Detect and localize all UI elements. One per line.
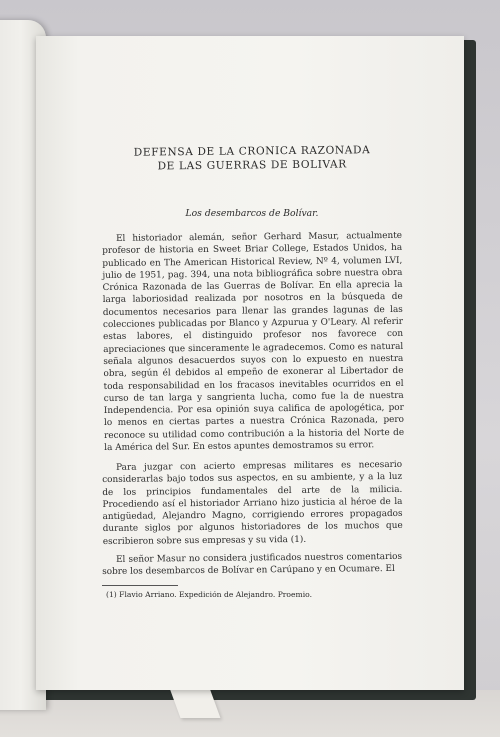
paragraph-1: El historiador alemán, señor Gerhard Masur, actualmente profesor de historia en Sweet Briar College, Estados Unidos, ha publicado en The American Historical Review, Nº 4, volumen LVI, julio de 1951, pag. 394, una nota bibliográfica sobre nuestra obra Crónica Razonada de las Guerras de Bolívar. En ella aprecia la larga laboriosidad realizada por nosotros en la búsqueda de documentos necesarios para llenar las grandes lagunas de las colecciones publicadas por Blanco y Azpurua y O'Leary. Al referir estas labores, el distinguido profesor nos favorece con apreciaciones que sinceramente le agradecemos. Como es natural señala algunos desacuerdos suyos con lo expuesto en nuestra obra, según él debidos al empeño de exonerar al Libertador de toda responsabilidad en los fracasos inevitables ocurridos en el curso de tan larga y sangrienta lucha, como fue la de nuestra Independencia. Por esa opinión suya califica de apologética, por lo menos en ciertas partes a nuestra Crónica Razonada, pero reconoce su utilidad como contribución a la historia del Norte de la América del Sur. En estos apuntes demostramos su error. (102, 230, 405, 454)
paragraph-3: El señor Masur no considera justificados nuestros comentarios sobre los desembarcos de Bolívar en Carúpano y en Ocumare. El (102, 552, 403, 578)
paragraph-2: Para juzgar con acierto empresas militares es necesario considerarlas bajo todos sus aspectos, en su ambiente, y a la luz de los principios fundamentales del arte de la milicia. Procediendo así el historiador Arriano hizo justicia al héroe de la antigüedad, Alejandro Magno, corrigiendo errores propagados durante siglos por algunos historiadores de los muchos que escribieron sobre sus empresas y su vida (1). (102, 460, 403, 548)
page-content (102, 144, 405, 600)
book-page (36, 36, 464, 690)
section-subtitle: Los desembarcos de Bolívar. (185, 208, 319, 219)
footnote: (1) Flavio Arriano. Expedición de Alejandro. Proemio. (106, 590, 312, 600)
chapter-title (102, 143, 402, 174)
footnote-divider (102, 585, 178, 586)
title-line-2: DE LAS GUERRAS DE BOLIVAR (157, 158, 347, 173)
title-line-1: DEFENSA DE LA CRONICA RAZONADA (133, 144, 371, 159)
